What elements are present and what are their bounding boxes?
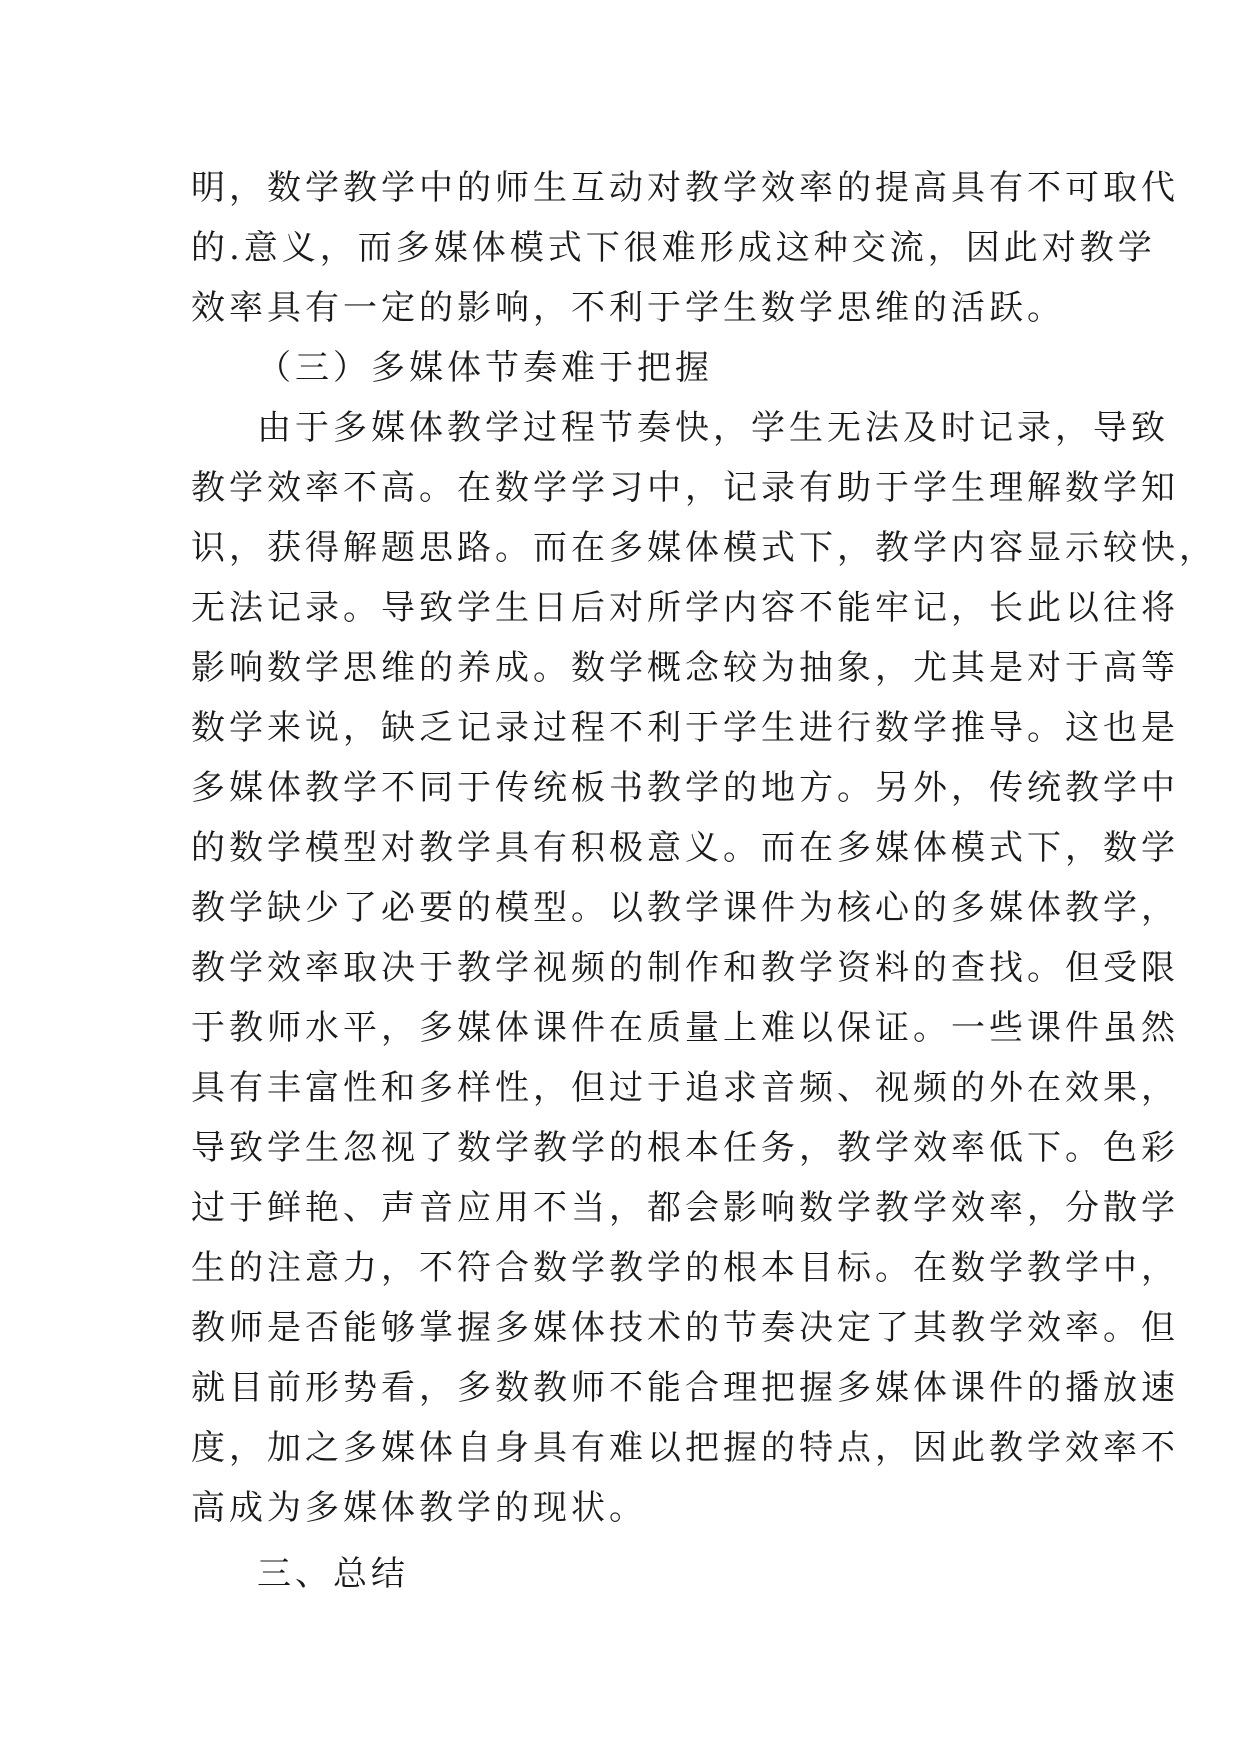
paragraph-line: 效率具有一定的影响，不利于学生数学思维的活跃。 (191, 288, 1065, 328)
document-body (191, 158, 1217, 1604)
paragraph-line: 多媒体教学不同于传统板书教学的地方。另外，传统教学中 (191, 768, 1179, 808)
paragraph-line: 教学效率取决于教学视频的制作和教学资料的查找。但受限 (191, 948, 1179, 988)
paragraph-line: 具有丰富性和多样性，但过于追求音频、视频的外在效果， (191, 1068, 1179, 1108)
paragraph-line: 的数学模型对教学具有积极意义。而在多媒体模式下，数学 (191, 828, 1179, 868)
paragraph-line: 教师是否能够掌握多媒体技术的节奏决定了其教学效率。但 (191, 1308, 1179, 1348)
subheading: （三）多媒体节奏难于把握 (257, 348, 713, 388)
paragraph-line: 数学来说，缺乏记录过程不利于学生进行数学推导。这也是 (191, 708, 1179, 748)
paragraph-line: 由于多媒体教学过程节奏快，学生无法及时记录，导致 (257, 408, 1169, 448)
paragraph-line: 过于鲜艳、声音应用不当，都会影响数学教学效率，分散学 (191, 1188, 1179, 1228)
paragraph-line: 生的注意力，不符合数学教学的根本目标。在数学教学中， (191, 1248, 1179, 1288)
paragraph-line: 就目前形势看，多数教师不能合理把握多媒体课件的播放速 (191, 1368, 1179, 1408)
paragraph-line: 教学缺少了必要的模型。以教学课件为核心的多媒体教学， (191, 888, 1179, 928)
paragraph-line: 导致学生忽视了数学教学的根本任务，教学效率低下。色彩 (191, 1128, 1179, 1168)
section-heading: 三、总结 (257, 1554, 409, 1594)
paragraph-line: 无法记录。导致学生日后对所学内容不能牢记，长此以往将 (191, 588, 1179, 628)
paragraph-line: 明，数学教学中的师生互动对教学效率的提高具有不可取代 (191, 168, 1179, 208)
paragraph-line: 教学效率不高。在数学学习中，记录有助于学生理解数学知 (191, 468, 1179, 508)
paragraph-line: 高成为多媒体教学的现状。 (191, 1488, 647, 1528)
paragraph-line: 度，加之多媒体自身具有难以把握的特点，因此教学效率不 (191, 1428, 1179, 1468)
paragraph-line: 识，获得解题思路。而在多媒体模式下，教学内容显示较快， (191, 528, 1217, 568)
paragraph-line: 的.意义，而多媒体模式下很难形成这种交流，因此对教学 (191, 228, 1156, 268)
paragraph-line: 影响数学思维的养成。数学概念较为抽象，尤其是对于高等 (191, 648, 1179, 688)
paragraph-line: 于教师水平，多媒体课件在质量上难以保证。一些课件虽然 (191, 1008, 1179, 1048)
